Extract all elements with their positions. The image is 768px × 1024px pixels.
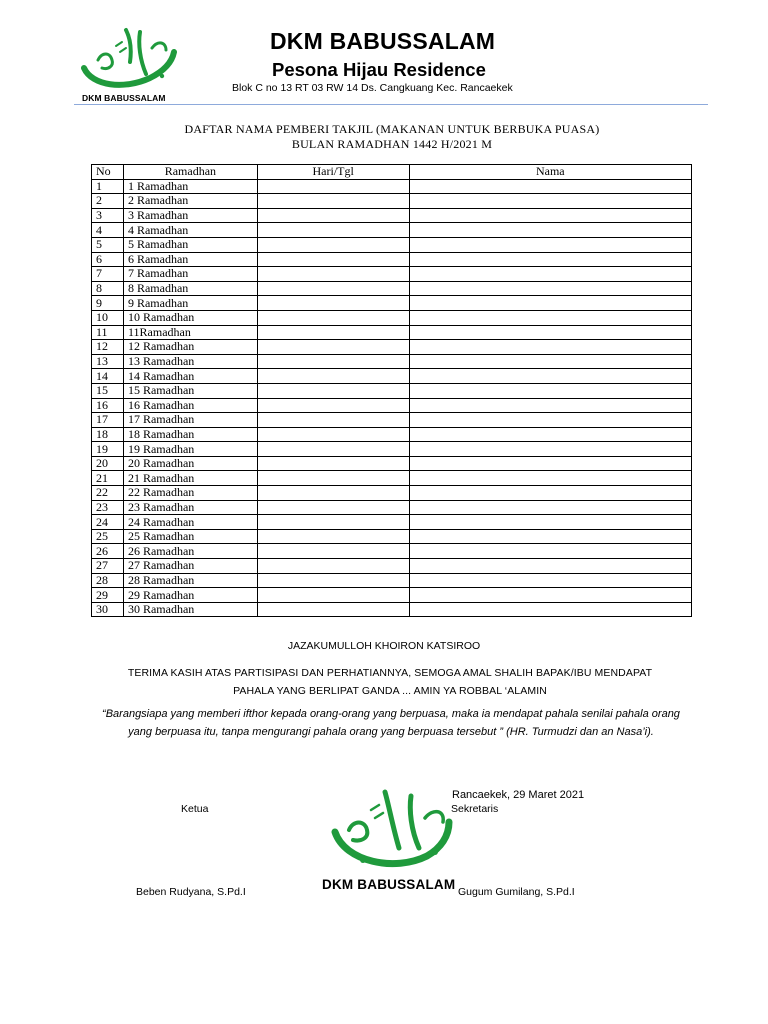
cell-hari-tgl[interactable] — [257, 456, 409, 471]
takjil-table — [91, 164, 692, 617]
cell-nama[interactable] — [409, 267, 691, 282]
cell-nama[interactable] — [409, 602, 691, 617]
sekretaris-title: Sekretaris — [451, 803, 499, 815]
cell-nama[interactable] — [409, 456, 691, 471]
cell-nama[interactable] — [409, 588, 691, 603]
cell-no: 15 — [92, 383, 124, 398]
cell-hari-tgl[interactable] — [257, 340, 409, 355]
cell-no: 16 — [92, 398, 124, 413]
cell-nama[interactable] — [409, 281, 691, 296]
cell-nama[interactable] — [409, 471, 691, 486]
cell-ramadhan: 13 Ramadhan — [123, 354, 257, 369]
cell-ramadhan: 12 Ramadhan — [123, 340, 257, 355]
cell-no: 28 — [92, 573, 124, 588]
cell-hari-tgl[interactable] — [257, 237, 409, 252]
cell-nama[interactable] — [409, 383, 691, 398]
cell-ramadhan: 15 Ramadhan — [123, 383, 257, 398]
cell-nama[interactable] — [409, 208, 691, 223]
table-row — [92, 559, 692, 574]
cell-no: 3 — [92, 208, 124, 223]
cell-ramadhan: 14 Ramadhan — [123, 369, 257, 384]
cell-no: 10 — [92, 310, 124, 325]
table-row — [92, 442, 692, 457]
cell-no: 17 — [92, 413, 124, 428]
cell-hari-tgl[interactable] — [257, 208, 409, 223]
cell-nama[interactable] — [409, 340, 691, 355]
table-row — [92, 325, 692, 340]
cell-nama[interactable] — [409, 252, 691, 267]
header-divider — [74, 104, 708, 105]
cell-nama[interactable] — [409, 442, 691, 457]
cell-no: 23 — [92, 500, 124, 515]
cell-ramadhan: 29 Ramadhan — [123, 588, 257, 603]
cell-ramadhan: 11Ramadhan — [123, 325, 257, 340]
cell-hari-tgl[interactable] — [257, 383, 409, 398]
table-row — [92, 340, 692, 355]
table-header-row — [92, 165, 692, 180]
cell-hari-tgl[interactable] — [257, 413, 409, 428]
cell-no: 25 — [92, 529, 124, 544]
calligraphy-stamp-icon — [315, 782, 460, 877]
cell-nama[interactable] — [409, 486, 691, 501]
cell-ramadhan: 27 Ramadhan — [123, 559, 257, 574]
cell-ramadhan: 7 Ramadhan — [123, 267, 257, 282]
cell-no: 12 — [92, 340, 124, 355]
cell-hari-tgl[interactable] — [257, 179, 409, 194]
logo-caption: DKM BABUSSALAM — [82, 93, 166, 103]
cell-nama[interactable] — [409, 325, 691, 340]
cell-hari-tgl[interactable] — [257, 398, 409, 413]
cell-no: 26 — [92, 544, 124, 559]
calligraphy-logo-icon — [78, 26, 180, 96]
table-row — [92, 588, 692, 603]
cell-nama[interactable] — [409, 354, 691, 369]
cell-no: 18 — [92, 427, 124, 442]
header-no: No — [92, 165, 124, 180]
title-line-2: BULAN RAMADHAN 1442 H/2021 M — [291, 137, 493, 151]
cell-nama[interactable] — [409, 427, 691, 442]
cell-no: 27 — [92, 559, 124, 574]
cell-hari-tgl[interactable] — [257, 471, 409, 486]
table-row — [92, 223, 692, 238]
cell-no: 5 — [92, 237, 124, 252]
dkm-stamp — [315, 782, 460, 877]
cell-ramadhan: 18 Ramadhan — [123, 427, 257, 442]
cell-ramadhan: 5 Ramadhan — [123, 237, 257, 252]
cell-no: 8 — [92, 281, 124, 296]
cell-no: 11 — [92, 325, 124, 340]
table-row — [92, 208, 692, 223]
table-row — [92, 486, 692, 501]
table-row — [92, 456, 692, 471]
cell-hari-tgl[interactable] — [257, 442, 409, 457]
cell-hari-tgl[interactable] — [257, 427, 409, 442]
cell-ramadhan: 25 Ramadhan — [123, 529, 257, 544]
cell-no: 4 — [92, 223, 124, 238]
cell-nama[interactable] — [409, 296, 691, 311]
table-row — [92, 427, 692, 442]
cell-hari-tgl[interactable] — [257, 602, 409, 617]
cell-ramadhan: 17 Ramadhan — [123, 413, 257, 428]
cell-no: 30 — [92, 602, 124, 617]
cell-no: 24 — [92, 515, 124, 530]
cell-no: 14 — [92, 369, 124, 384]
cell-ramadhan: 10 Ramadhan — [123, 310, 257, 325]
cell-nama[interactable] — [409, 573, 691, 588]
table-body — [92, 179, 692, 617]
cell-hari-tgl[interactable] — [257, 252, 409, 267]
cell-no: 29 — [92, 588, 124, 603]
cell-ramadhan: 30 Ramadhan — [123, 602, 257, 617]
cell-nama[interactable] — [409, 529, 691, 544]
header-nama: Nama — [409, 165, 691, 180]
table-row — [92, 515, 692, 530]
cell-ramadhan: 23 Ramadhan — [123, 500, 257, 515]
cell-ramadhan: 4 Ramadhan — [123, 223, 257, 238]
cell-hari-tgl[interactable] — [257, 573, 409, 588]
ketua-name: Beben Rudyana, S.Pd.I — [136, 886, 246, 898]
table-row — [92, 179, 692, 194]
table-row — [92, 296, 692, 311]
cell-nama[interactable] — [409, 559, 691, 574]
title-line-1: DAFTAR NAMA PEMBERI TAKJIL (MAKANAN UNTUK BERBUKA PUASA) — [184, 122, 600, 136]
cell-hari-tgl[interactable] — [257, 310, 409, 325]
org-address: Blok C no 13 RT 03 RW 14 Ds. Cangkuang Kec. Rancaekek — [232, 82, 513, 94]
cell-hari-tgl[interactable] — [257, 559, 409, 574]
header-ramadhan: Ramadhan — [123, 165, 257, 180]
cell-hari-tgl[interactable] — [257, 325, 409, 340]
cell-hari-tgl[interactable] — [257, 529, 409, 544]
cell-nama[interactable] — [409, 398, 691, 413]
cell-ramadhan: 24 Ramadhan — [123, 515, 257, 530]
ketua-title: Ketua — [181, 803, 209, 815]
cell-no: 9 — [92, 296, 124, 311]
cell-nama[interactable] — [409, 515, 691, 530]
table-row — [92, 354, 692, 369]
cell-ramadhan: 1 Ramadhan — [123, 179, 257, 194]
table-row — [92, 383, 692, 398]
cell-ramadhan: 3 Ramadhan — [123, 208, 257, 223]
cell-nama[interactable] — [409, 500, 691, 515]
cell-nama[interactable] — [409, 310, 691, 325]
table-row — [92, 194, 692, 209]
cell-hari-tgl[interactable] — [257, 515, 409, 530]
cell-no: 21 — [92, 471, 124, 486]
cell-ramadhan: 20 Ramadhan — [123, 456, 257, 471]
sekretaris-name: Gugum Gumilang, S.Pd.I — [458, 886, 575, 898]
table-row — [92, 252, 692, 267]
table-row — [92, 544, 692, 559]
table-row — [92, 602, 692, 617]
table-row — [92, 413, 692, 428]
cell-no: 19 — [92, 442, 124, 457]
thanks-line-1: TERIMA KASIH ATAS PARTISIPASI DAN PERHATIANNYA, SEMOGA AMAL SHALIH BAPAK/IBU MENDAPAT — [127, 667, 653, 679]
cell-hari-tgl[interactable] — [257, 544, 409, 559]
cell-nama[interactable] — [409, 194, 691, 209]
cell-nama[interactable] — [409, 413, 691, 428]
cell-hari-tgl[interactable] — [257, 486, 409, 501]
document-title — [92, 122, 692, 152]
cell-ramadhan: 8 Ramadhan — [123, 281, 257, 296]
cell-no: 7 — [92, 267, 124, 282]
table-row — [92, 267, 692, 282]
cell-ramadhan: 22 Ramadhan — [123, 486, 257, 501]
cell-nama[interactable] — [409, 369, 691, 384]
cell-no: 1 — [92, 179, 124, 194]
cell-ramadhan: 2 Ramadhan — [123, 194, 257, 209]
table-row — [92, 471, 692, 486]
place-date: Rancaekek, 29 Maret 2021 — [452, 789, 585, 801]
cell-ramadhan: 6 Ramadhan — [123, 252, 257, 267]
cell-hari-tgl[interactable] — [257, 296, 409, 311]
cell-hari-tgl[interactable] — [257, 588, 409, 603]
cell-no: 22 — [92, 486, 124, 501]
cell-ramadhan: 26 Ramadhan — [123, 544, 257, 559]
table-row — [92, 398, 692, 413]
cell-no: 2 — [92, 194, 124, 209]
cell-ramadhan: 16 Ramadhan — [123, 398, 257, 413]
cell-nama[interactable] — [409, 544, 691, 559]
table-row — [92, 573, 692, 588]
thanks-title: JAZAKUMULLOH KHOIRON KATSIROO — [287, 640, 481, 652]
cell-nama[interactable] — [409, 179, 691, 194]
stamp-caption: DKM BABUSSALAM — [322, 877, 456, 892]
cell-hari-tgl[interactable] — [257, 281, 409, 296]
cell-no: 13 — [92, 354, 124, 369]
cell-hari-tgl[interactable] — [257, 500, 409, 515]
header-hari-tgl: Hari/Tgl — [257, 165, 409, 180]
thanks-line-2: PAHALA YANG BERLIPAT GANDA ... AMIN YA ROBBAL ‘ALAMIN — [233, 685, 547, 697]
table-row — [92, 529, 692, 544]
thanks-message — [100, 664, 680, 700]
cell-nama[interactable] — [409, 223, 691, 238]
cell-hari-tgl[interactable] — [257, 223, 409, 238]
cell-no: 6 — [92, 252, 124, 267]
org-name: DKM BABUSSALAM — [270, 28, 496, 54]
cell-ramadhan: 19 Ramadhan — [123, 442, 257, 457]
cell-ramadhan: 21 Ramadhan — [123, 471, 257, 486]
table-row — [92, 310, 692, 325]
cell-hari-tgl[interactable] — [257, 369, 409, 384]
cell-nama[interactable] — [409, 237, 691, 252]
table-row — [92, 500, 692, 515]
hadith-quote: “Barangsiapa yang memberi ifthor kepada orang-orang yang berpuasa, maka ia mendapat pahala senilai pahala orang yang berpuasa itu, tanpa mengurangi pahala orang yang berpuasa tersebut ” (HR. Turmudzi dan an Nasa’i). — [102, 708, 680, 738]
cell-hari-tgl[interactable] — [257, 267, 409, 282]
cell-hari-tgl[interactable] — [257, 194, 409, 209]
cell-hari-tgl[interactable] — [257, 354, 409, 369]
table-row — [92, 281, 692, 296]
cell-no: 20 — [92, 456, 124, 471]
org-subtitle: Pesona Hijau Residence — [272, 59, 486, 80]
table-row — [92, 369, 692, 384]
cell-ramadhan: 9 Ramadhan — [123, 296, 257, 311]
table-row — [92, 237, 692, 252]
cell-ramadhan: 28 Ramadhan — [123, 573, 257, 588]
